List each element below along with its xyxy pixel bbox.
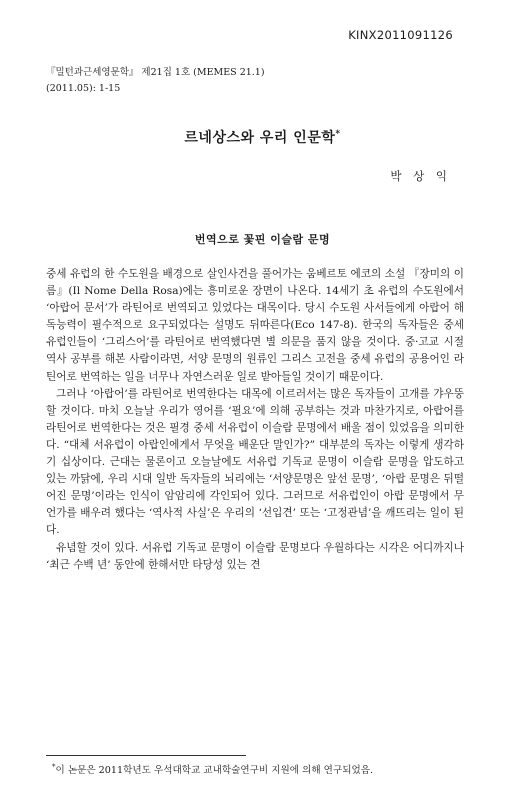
footnote-divider (46, 755, 246, 756)
journal-citation: 『밀턴과근세영문학』 제21집 1호 (MEMES 21.1) (46, 67, 265, 78)
paragraph-3: 유념할 것이 있다. 서유럽 기독교 문명이 이슬람 문명보다 우월하다는 시각은 어디까지나 ‘최근 수백 년’ 동안에 한해서만 타당성 있는 견 (46, 541, 464, 571)
footnote-mark: * (52, 763, 56, 771)
article-title-text: 르네상스와 우리 인문학 (184, 130, 336, 146)
journal-info (46, 65, 265, 97)
title-footnote-mark: * (335, 129, 341, 140)
author-name: 박 상 익 (390, 169, 451, 183)
paragraph-1: 중세 유럽의 한 수도원을 배경으로 살인사건을 풀어가는 움베르토 에코의 소설 『장미의 이름』(Il Nome Della Rosa)에는 흥미로운 장면이 나온다. 14세기 초 유럽의 수도원에서 ‘아랍어 문서’가 라틴어로 번역되고 있었다는 대목이다. 당시 수도원 사서들에게 아랍어 해독능력이 필수적으로 요구되었다는 설명도 뒤따른다(Eco 147-8). 한국의 독자들은 중세 유럽인들이 ‘그리스어’를 라틴어로 번역했다면 별 의문을 품지 않을 것이다. 중·고교 시절 역사 공부를 해본 사람이라면, 서양 문명의 원류인 그리스 고전을 중세 유럽의 공용어인 라틴어로 번역하는 일을 너무나 자연스러운 일로 받아들일 것이기 때문이다. (46, 268, 464, 383)
footnote-text: 이 논문은 2011학년도 우석대학교 교내학술연구비 지원에 의해 연구되었음. (55, 765, 374, 777)
footnote (52, 760, 472, 778)
article-title (0, 127, 525, 147)
journal-date-pages: (2011.05): 1-15 (46, 83, 121, 94)
section-heading: 번역으로 꽃핀 이슬람 문명 (194, 233, 331, 246)
paragraph-2: 그러나 ‘아랍어’를 라틴어로 번역한다는 대목에 이르러서는 많은 독자들이 고개를 갸우뚱할 것이다. 마치 오늘날 우리가 영어를 ‘필요’에 의해 공부하는 것과 마찬가지로, 아랍어를 라틴어로 번역한다는 것은 필경 중세 서유럽이 이슬람 문명에서 배울 점이 있었음을 의미한다. “대체 서유럽이 아랍인에게서 무엇을 배운단 말인가?” 대부분의 독자는 이렇게 생각하기 십상이다. 근대는 물론이고 오늘날에도 서유럽 기독교 문명이 이슬람 문명을 압도하고 있는 까닭에, 우리 시대 일반 독자들의 뇌리에는 ‘서양문명은 앞선 문명’, ‘아랍 문명은 뒤떨어진 문명’이라는 인식이 암암리에 각인되어 있다. 그러므로 서유럽인이 아랍 문명에서 무언가를 배우려 했다는 ‘역사적 사실’은 우리의 ‘선입견’ 또는 ‘고정관념’을 깨뜨리는 일이 된다. (46, 387, 464, 537)
document-id: KINX2011091126 (348, 28, 453, 42)
body-text (46, 266, 464, 574)
